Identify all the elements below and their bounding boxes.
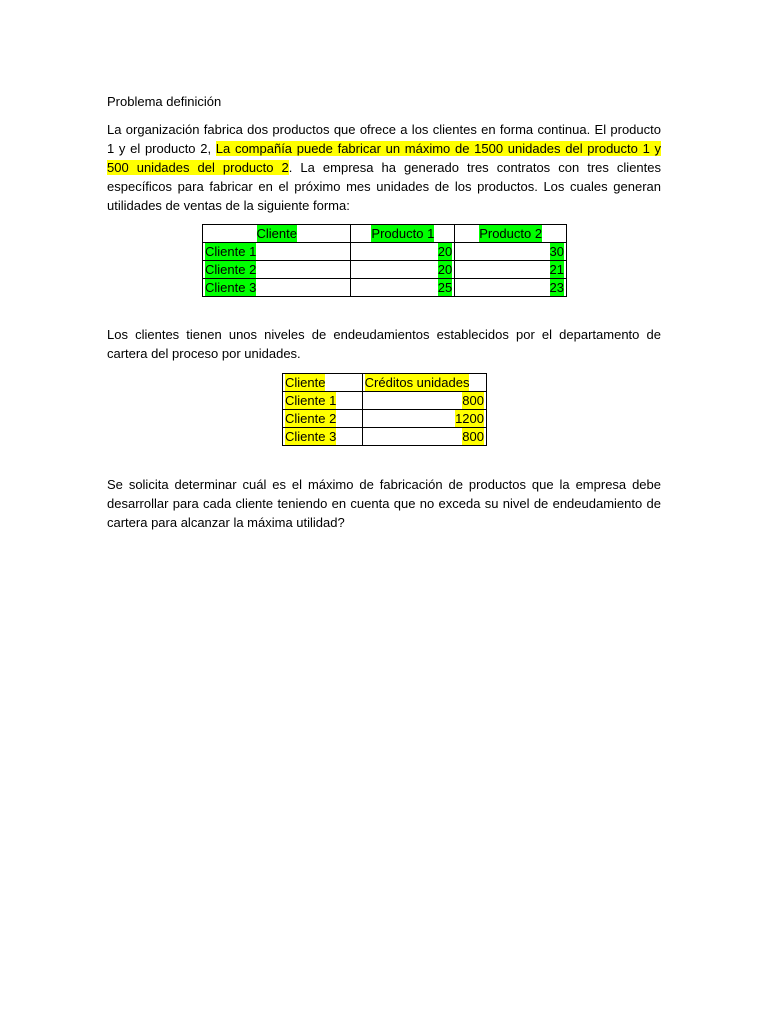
credit-paragraph: Los clientes tienen unos niveles de endeudamientos establecidos por el departamento de cartera del proceso por unidades. xyxy=(107,327,661,361)
value-cell xyxy=(455,243,567,261)
client-label: Cliente 1 xyxy=(205,244,257,259)
value-cell xyxy=(362,428,486,446)
value-label: 1200 xyxy=(455,411,484,426)
client-cell xyxy=(203,261,351,279)
table-row xyxy=(203,279,567,297)
client-cell xyxy=(283,410,363,428)
client-cell xyxy=(203,243,351,261)
value-cell xyxy=(455,261,567,279)
table-header-row xyxy=(283,374,487,392)
header-label: Cliente xyxy=(285,375,326,390)
header-label: Cliente xyxy=(256,226,297,241)
table-row xyxy=(203,261,567,279)
credit-table xyxy=(282,373,487,446)
value-label: 800 xyxy=(462,393,484,408)
value-label: 800 xyxy=(462,429,484,444)
client-label: Cliente 3 xyxy=(205,280,257,295)
value-label: 20 xyxy=(437,244,453,259)
header-cell xyxy=(351,225,455,243)
value-label: 23 xyxy=(549,280,564,295)
value-label: 30 xyxy=(549,244,564,259)
table-row xyxy=(203,243,567,261)
profit-table xyxy=(202,224,567,297)
value-label: 20 xyxy=(437,262,453,277)
header-cell xyxy=(283,374,363,392)
value-cell xyxy=(351,279,455,297)
client-label: Cliente 3 xyxy=(285,429,337,444)
header-label: Créditos unidades xyxy=(364,375,470,390)
client-label: Cliente 2 xyxy=(285,411,337,426)
highlighted-capacity-text: La compañía puede fabricar un máximo de 1500 unidades del producto 1 y 500 unidades del producto 2 xyxy=(107,141,661,175)
client-cell xyxy=(203,279,351,297)
value-label: 25 xyxy=(437,280,453,295)
table-row xyxy=(283,392,487,410)
document-body xyxy=(107,92,661,215)
client-label: Cliente 1 xyxy=(285,393,337,408)
paragraph-text-continued: . La empresa ha generado tres contratos con tres clientes específicos para fabricar en el próximo mes unidades de los productos. Los cuales generan utilidades de ventas de la siguiente forma: xyxy=(107,160,661,213)
header-cell xyxy=(455,225,567,243)
value-cell xyxy=(351,261,455,279)
value-cell xyxy=(362,410,486,428)
value-label: 21 xyxy=(549,262,564,277)
header-label: Producto 2 xyxy=(479,226,543,241)
question-paragraph: Se solicita determinar cuál es el máximo de fabricación de productos que la empresa debe desarrollar para cada cliente teniendo en cuenta que no exceda su nivel de endeudamiento de cartera para alcanzar la máxima utilidad? xyxy=(107,477,661,530)
table-row xyxy=(283,410,487,428)
table-row xyxy=(283,428,487,446)
client-cell xyxy=(283,428,363,446)
client-label: Cliente 2 xyxy=(205,262,257,277)
value-cell xyxy=(351,243,455,261)
problem-paragraph xyxy=(107,120,661,215)
value-cell xyxy=(455,279,567,297)
header-cell xyxy=(203,225,351,243)
table-header-row xyxy=(203,225,567,243)
header-cell xyxy=(362,374,486,392)
paragraph-text: La organización fabrica dos productos que ofrece a los clientes en forma continua. El producto 1 y el producto 2, xyxy=(107,122,661,156)
value-cell xyxy=(362,392,486,410)
client-cell xyxy=(283,392,363,410)
header-label: Producto 1 xyxy=(371,226,435,241)
document-title: Problema definición xyxy=(107,94,222,109)
